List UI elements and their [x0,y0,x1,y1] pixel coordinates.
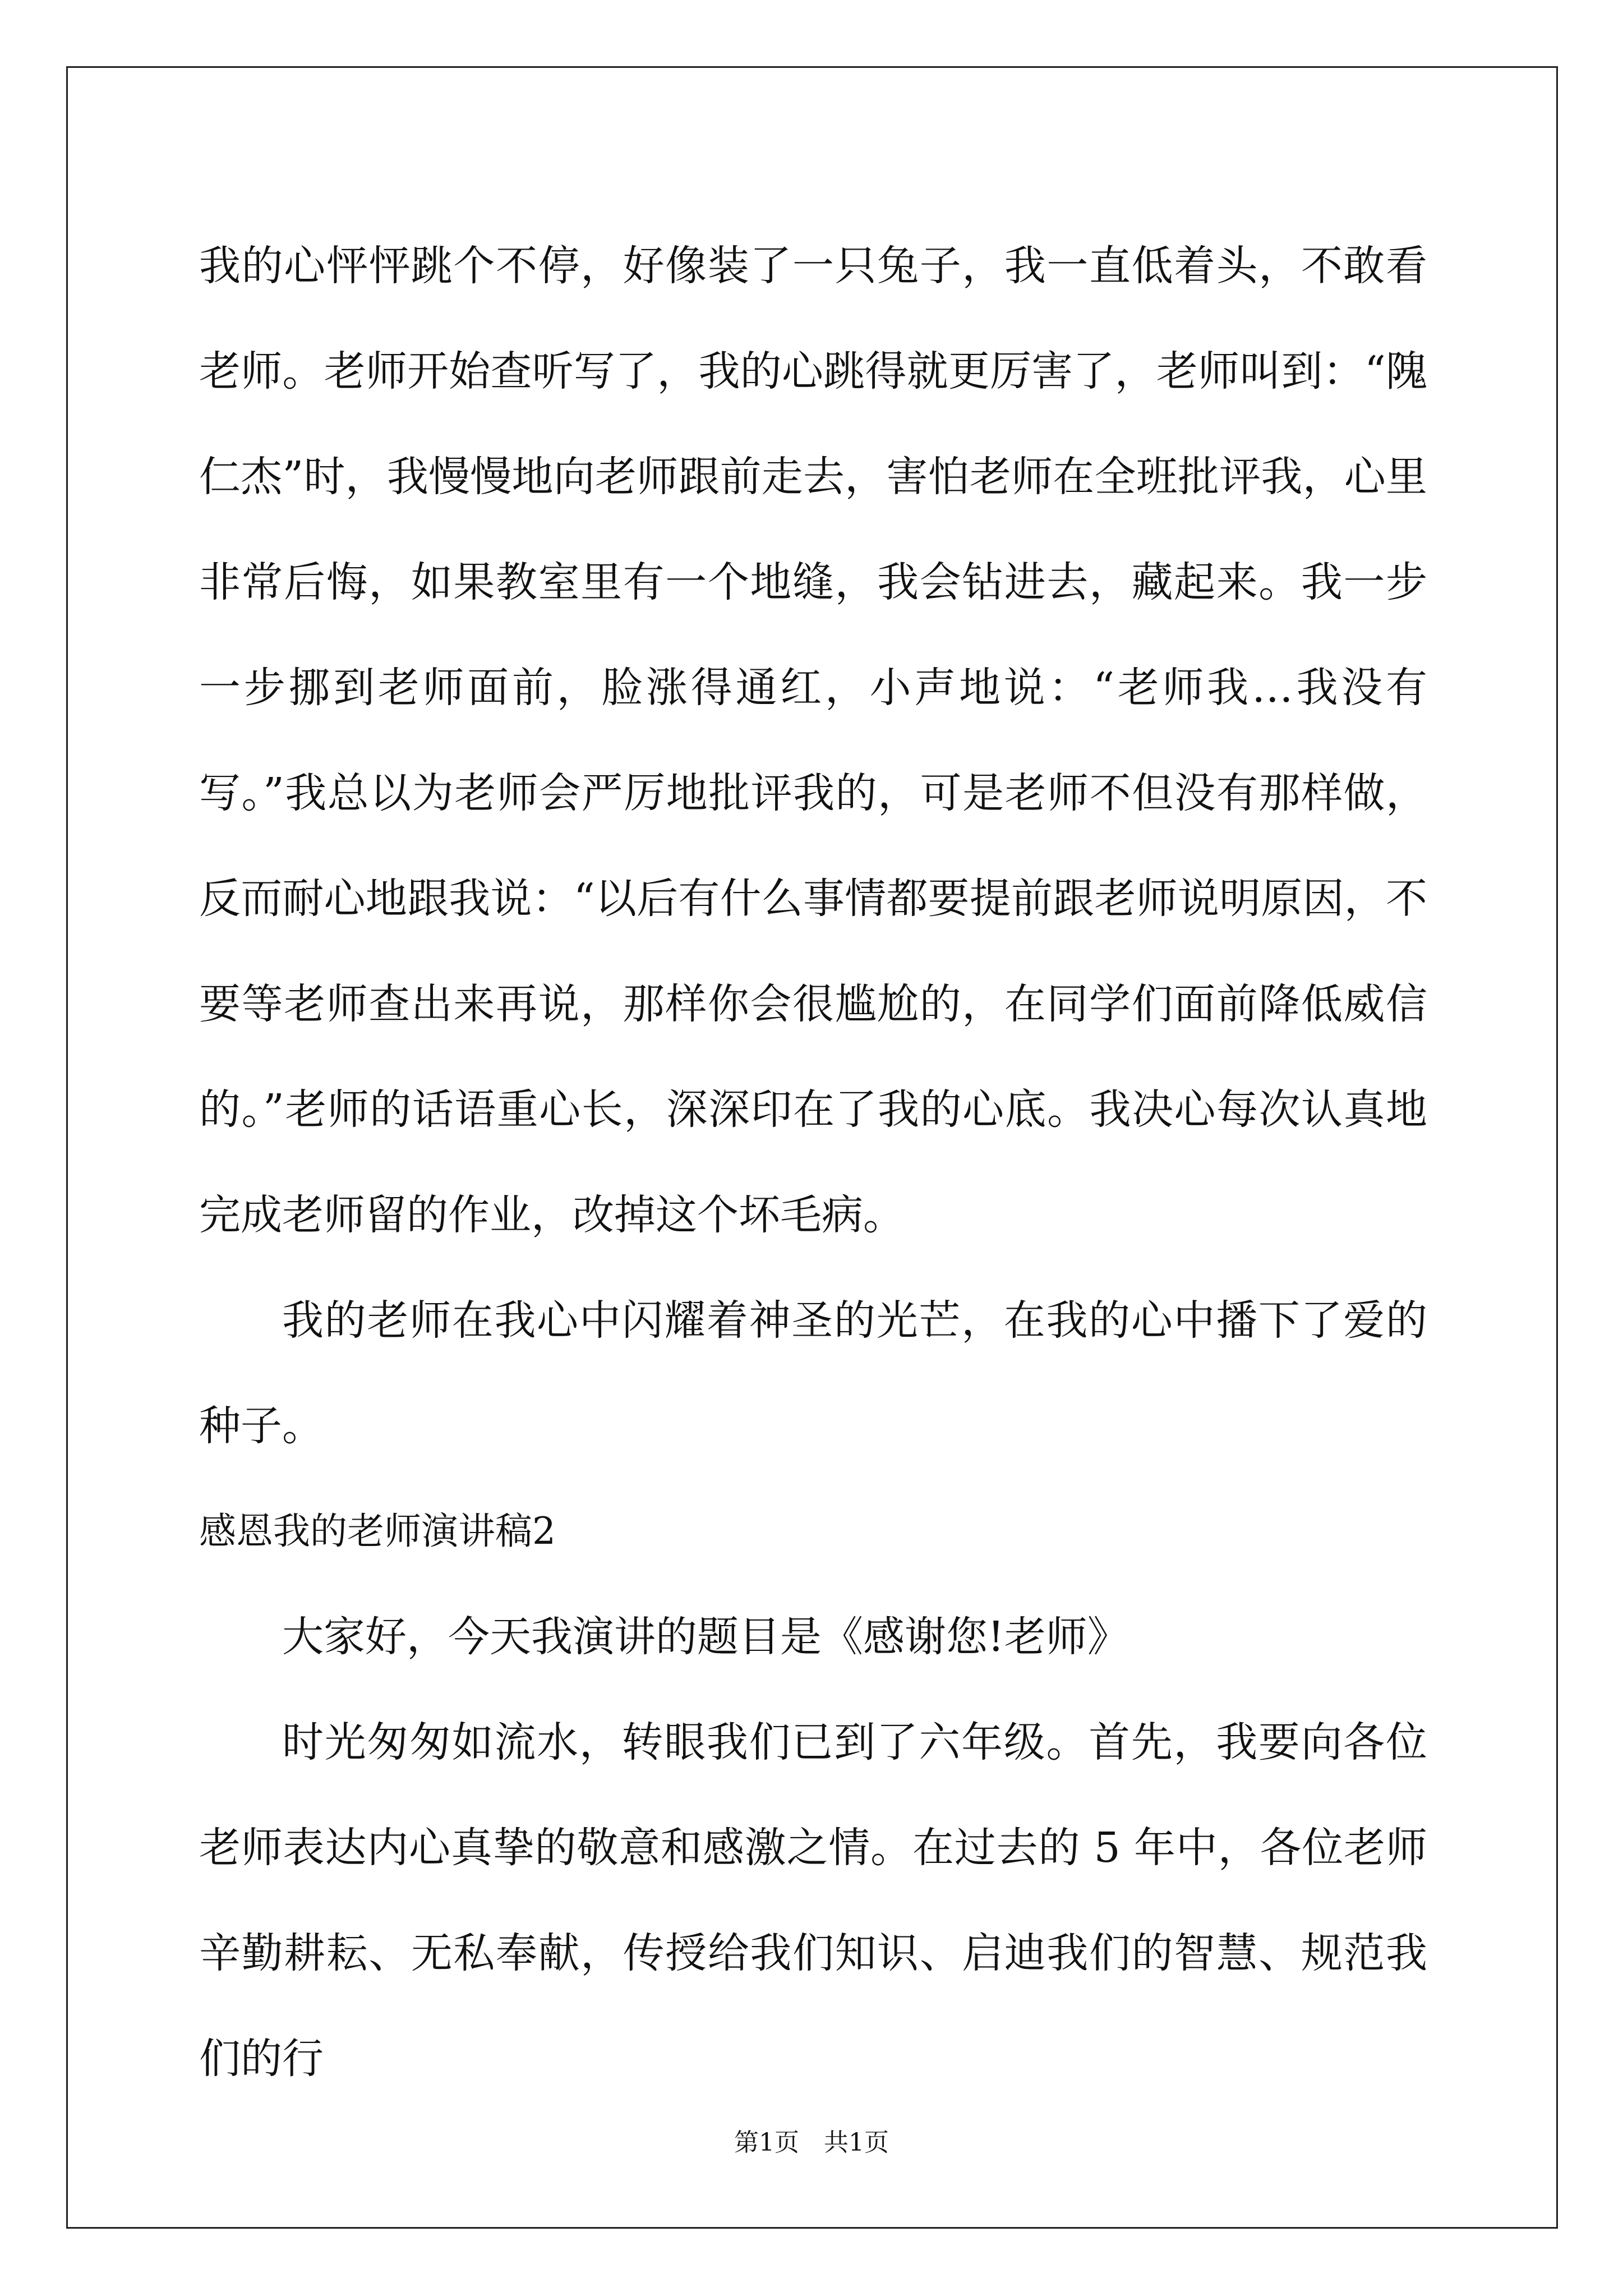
document-body [199,213,1427,2111]
page-number: 第1页 [734,2128,799,2157]
page-total: 共1页 [824,2128,889,2157]
section-heading: 感恩我的老师演讲稿2 [199,1510,556,1553]
paragraph-3: 大家好，今天我演讲的题目是《感谢您!老师》 [282,1613,1129,1661]
paragraph-1: 我的心怦怦跳个不停，好像装了一只兔子，我一直低着头，不敢看老师。老师开始查听写了，我的心跳得就更厉害了，老师叫到：“隗仁杰”时，我慢慢地向老师跟前走去，害怕老师在全班批评我，心里非常后悔，如果教室里有一个地缝，我会钻进去，藏起来。我一步一步挪到老师面前，脸涨得通红，小声地说：“老师我…我没有写。”我总以为老师会严厉地批评我的，可是老师不但没有那样做，反而耐心地跟我说：“以后有什么事情都要提前跟老师说明原因，不要等老师查出来再说，那样你会很尴尬的，在同学们面前降低威信的。”老师的话语重心长，深深印在了我的心底。我决心每次认真地完成老师留的作业，改掉这个坏毛病。 [199,242,1427,1239]
paragraph-2: 我的老师在我心中闪耀着神圣的光芒，在我的心中播下了爱的种子。 [199,1296,1427,1450]
paragraph-4: 时光匆匆如流水，转眼我们已到了六年级。首先，我要向各位老师表达内心真挚的敬意和感激之情。在过去的 5 年中，各位老师辛勤耕耘、无私奉献，传授给我们知识、启迪我们的智慧、规范我们的行 [199,1718,1427,2083]
page-footer [0,2126,1623,2160]
